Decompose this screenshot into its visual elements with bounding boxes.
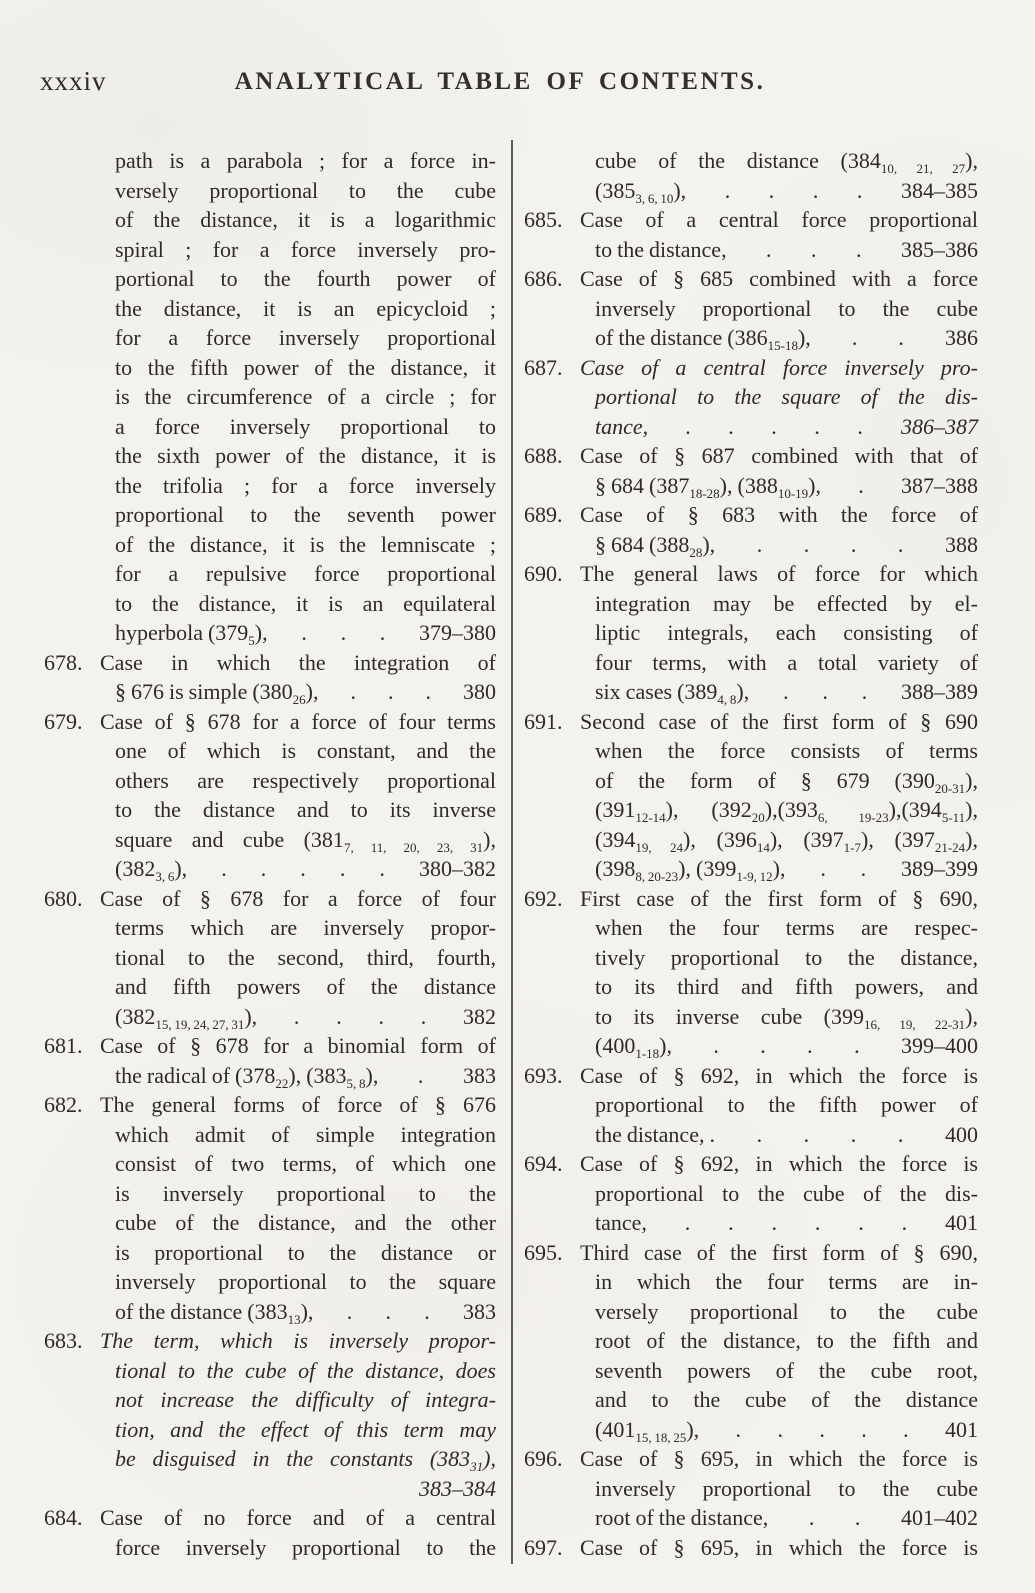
leader-dots: . . . .: [756, 531, 904, 557]
entry-number: 688.: [524, 443, 563, 468]
entry-line: tively proportional to the distance,: [595, 944, 978, 970]
page-ref: 379–380: [419, 620, 496, 645]
toc-entry: [524, 1149, 978, 1238]
entry-line: Case of § 687 combined with that of: [580, 443, 978, 468]
toc-entry: [44, 146, 496, 648]
left-column: [44, 146, 496, 1562]
entry-body: [580, 1061, 978, 1150]
entry-number: 694.: [524, 1151, 563, 1176]
entry-line: Case of § 695, in which the force is: [580, 1446, 978, 1471]
entry-body: [580, 353, 978, 442]
entry-line: versely proportional to the cube: [595, 1298, 978, 1324]
entry-line: when the force consists of terms: [595, 738, 978, 763]
leader-dots: . . .: [301, 620, 386, 645]
entry-number: 689.: [524, 502, 563, 527]
leader-dots: . .: [851, 325, 904, 350]
entry-number: 691.: [524, 708, 563, 734]
leader-dots: . . .: [350, 679, 431, 704]
entry-line: is inversely proportional to the: [115, 1180, 496, 1206]
entry-number: 692.: [524, 885, 563, 911]
entry-number: 690.: [524, 561, 563, 586]
entry-line: versely proportional to the cube: [115, 177, 496, 203]
entry-body: [100, 1090, 496, 1326]
entry-line: of the distance, it is the lemniscate ;: [115, 531, 496, 557]
entry-line: the trifolia ; for a force inversely: [115, 472, 496, 498]
entry-line: § 676 is simple $(380_{26})$, . . . 380: [115, 679, 496, 707]
page-ref: 383: [463, 1298, 496, 1324]
page-ref: 387–388: [901, 472, 978, 498]
entry-body: [580, 707, 978, 884]
entry-line: The general forms of force of § 676: [100, 1092, 496, 1117]
entry-line: Case of no force and of a central: [100, 1505, 496, 1530]
entry-body: [580, 205, 978, 264]
entry-body: [580, 1444, 978, 1533]
entry-line: force inversely proportional to the: [115, 1534, 496, 1560]
entry-number: 685.: [524, 207, 563, 232]
entry-line: The general laws of force for which: [580, 561, 978, 586]
entry-line: $(382_{15, 19, 24, 27, 31})$, . . . . 382: [115, 1003, 496, 1032]
page-ref: 383: [463, 1062, 496, 1088]
entry-line: to the fifth power of the distance, it: [115, 354, 496, 380]
entry-number: 681.: [44, 1033, 83, 1058]
entry-line: First case of the first form of § 690,: [580, 885, 978, 911]
entry-body: [100, 648, 496, 707]
leader-dots: . . . .: [713, 1033, 860, 1058]
page-ref: 380–382: [419, 856, 496, 881]
page-ref: 383–384: [419, 1475, 496, 1501]
entry-line: of the distance $(386_{15-18})$, . . 386: [595, 325, 978, 353]
entry-line: § 684 $(387_{18-28})$, $(388_{10-19})$, . 387–388: [595, 472, 978, 501]
entry-line: integration may be effected by el-: [595, 590, 978, 616]
entry-line: of the distance, it is a logarithmic: [115, 207, 496, 232]
entry-number: 680.: [44, 885, 83, 911]
entry-number: 693.: [524, 1062, 563, 1088]
page-ref: 399–400: [901, 1033, 978, 1058]
leader-dots: . . . .: [724, 177, 863, 203]
page-ref: 384–385: [901, 177, 978, 203]
entry-body: [580, 1533, 978, 1563]
right-column: [524, 146, 978, 1562]
entry-body: [100, 707, 496, 884]
entry-line: cube of the distance, and the other: [115, 1210, 496, 1235]
entry-number: 687.: [524, 354, 563, 380]
entry-line: inversely proportional to the cube: [595, 295, 978, 321]
entry-line: of the distance $(383_{13})$, . . . 383: [115, 1298, 496, 1327]
entry-line: one of which is constant, and the: [115, 738, 496, 763]
entry-line: is proportional to the distance or: [115, 1239, 496, 1265]
toc-entry: [524, 1533, 978, 1563]
leader-dots: . . .: [766, 236, 862, 262]
entry-number: 696.: [524, 1446, 563, 1471]
entry-number: 678.: [44, 649, 83, 675]
entry-number: 695.: [524, 1239, 563, 1265]
entry-body: [580, 559, 978, 707]
toc-entry: [44, 1326, 496, 1503]
entry-body: [100, 1031, 496, 1090]
entry-line: square and cube $(381_{7, 11, 20, 23, 31})$,: [115, 826, 496, 855]
toc-entry: [44, 707, 496, 884]
entry-line: Case of a central force inversely pro-: [580, 354, 978, 380]
entry-line: tional to the second, third, fourth,: [115, 944, 496, 970]
page-ref: 382: [463, 1003, 496, 1029]
page-ref: 400: [945, 1121, 978, 1147]
entry-body: [580, 884, 978, 1061]
entry-number: 686.: [524, 266, 563, 291]
leader-dots: . .: [820, 856, 867, 881]
entry-line: Case of § 695, in which the force is: [580, 1534, 978, 1560]
entry-line: in which the four terms are in-: [595, 1269, 978, 1294]
entry-line: to the distance and to its inverse: [115, 797, 496, 822]
toc-entry: [524, 1444, 978, 1533]
entry-line: Case of § 692, in which the force is: [580, 1062, 978, 1088]
entry-line: Case in which the integration of: [100, 649, 496, 675]
entry-line: is the circumference of a circle ; for: [115, 384, 496, 409]
leader-dots: . . .: [346, 1298, 430, 1324]
entry-body: [580, 146, 978, 205]
column-divider-rule: [511, 140, 513, 1564]
entry-line: The term, which is inversely propor-: [100, 1328, 496, 1353]
leader-dots: . . . . .: [735, 1416, 909, 1442]
entry-line: be disguised in the constants $(383_{31})$,: [115, 1446, 496, 1474]
leader-dots: . . .: [783, 679, 868, 704]
toc-entry: [44, 1031, 496, 1090]
entry-line: $(398_{8, 20-23})$, $(399_{1-9, 12})$, . . 389–399: [595, 856, 978, 884]
entry-line: for a force inversely proportional: [115, 325, 496, 350]
toc-entry: [524, 205, 978, 264]
toc-entry: [44, 648, 496, 707]
entry-line: tion, and the effect of this term may: [115, 1416, 496, 1442]
entry-line: Third case of the first form of § 690,: [580, 1239, 978, 1265]
toc-entry: [524, 1238, 978, 1445]
toc-entry: [524, 500, 978, 559]
entry-body: [580, 264, 978, 353]
entry-line: the distance, it is an epicycloid ;: [115, 295, 496, 321]
entry-line: inversely proportional to the cube: [595, 1475, 978, 1501]
entry-line: portional to the fourth power of: [115, 266, 496, 291]
entry-line: to its third and fifth powers, and: [595, 974, 978, 999]
entry-line: when the four terms are respec-: [595, 915, 978, 940]
entry-line: hyperbola $(379_5)$, . . . 379–380: [115, 620, 496, 648]
entry-number: 683.: [44, 1328, 83, 1353]
entry-number: 697.: [524, 1534, 563, 1560]
toc-entry: [524, 1061, 978, 1150]
entry-line: $(385_{3, 6, 10})$, . . . . 384–385: [595, 177, 978, 206]
entry-body: [100, 1326, 496, 1503]
page-ref: 389–399: [901, 856, 978, 881]
entry-line: root of the distance, to the fifth and: [595, 1328, 978, 1353]
entry-body: [100, 146, 496, 648]
page-number-folio: xxxiv: [40, 66, 107, 96]
entry-line: tance, . . . . . 386–387: [595, 412, 978, 442]
entry-line: spiral ; for a force inversely pro-: [115, 236, 496, 262]
entry-line: portional to the square of the dis-: [595, 384, 978, 409]
leader-dots: .: [417, 1062, 424, 1088]
leader-dots: .: [858, 472, 864, 498]
toc-entry: [524, 353, 978, 442]
page-title: ANALYTICAL TABLE OF CONTENTS.: [234, 68, 766, 95]
toc-entry: [524, 884, 978, 1061]
entry-line: cube of the distance $(384_{10, 21, 27})$,: [595, 148, 978, 176]
entry-line: Case of § 678 for a binomial form of: [100, 1033, 496, 1058]
entry-line: which admit of simple integration: [115, 1121, 496, 1147]
page-ref: 388–389: [901, 679, 978, 704]
entry-line: root of the distance, . . 401–402: [595, 1503, 978, 1533]
toc-entry: [44, 884, 496, 1032]
page-ref: 386–387: [901, 413, 978, 439]
page-ref: 401: [945, 1416, 978, 1442]
entry-line: terms which are inversely propor-: [115, 915, 496, 940]
leader-dots: . . . . . .: [684, 1210, 908, 1235]
entry-line: seventh powers of the cube root,: [595, 1357, 978, 1383]
page-ref: 380: [463, 679, 496, 704]
entry-line: of the form of § 679 $(390_{20-31})$,: [595, 767, 978, 796]
entry-number: 684.: [44, 1505, 83, 1530]
entry-line: Case of § 685 combined with a force: [580, 266, 978, 291]
entry-line: $(382_{3, 6})$, . . . . . 380–382: [115, 856, 496, 884]
entry-line: $(401_{15, 18, 25})$, . . . . . 401: [595, 1416, 978, 1445]
entry-line: consist of two terms, of which one: [115, 1151, 496, 1176]
entry-line: proportional to the seventh power: [115, 502, 496, 527]
leader-dots: . . . .: [293, 1003, 427, 1029]
entry-number: 682.: [44, 1092, 83, 1117]
entry-line: the sixth power of the distance, it is: [115, 443, 496, 468]
entry-body: [580, 500, 978, 559]
entry-line: to the distance, . . . 385–386: [595, 235, 978, 265]
entry-line: proportional to the fifth power of: [595, 1092, 978, 1117]
entry-line: Case of § 678 for a force of four: [100, 885, 496, 911]
entry-line: path is a parabola ; for a force in-: [115, 148, 496, 173]
entry-line: the distance, . . . . . 400: [595, 1120, 978, 1150]
page-ref: 386: [945, 325, 978, 350]
toc-entry: [524, 707, 978, 884]
toc-entry: [44, 1503, 496, 1562]
entry-line: others are respectively proportional: [115, 767, 496, 793]
entry-line: $(394_{19, 24})$, $(396_{14})$, $(397_{1-7})$, $(397_{21-24})$,: [595, 826, 978, 855]
toc-entry: [524, 146, 978, 205]
entry-body: [100, 884, 496, 1032]
entry-body: [100, 1503, 496, 1562]
entry-line: Case of § 692, in which the force is: [580, 1151, 978, 1176]
page-ref: 401–402: [901, 1505, 978, 1530]
toc-entry: [524, 441, 978, 500]
entry-line: and to the cube of the distance: [595, 1387, 978, 1412]
toc-entry: [524, 559, 978, 707]
entry-line: § 684 $(388_{28})$, . . . . 388: [595, 531, 978, 560]
entry-line: not increase the difficulty of integra-: [115, 1387, 496, 1412]
entry-line: the radical of $(378_{22})$, $(383_{5, 8})$, . 383: [115, 1062, 496, 1091]
entry-line: a force inversely proportional to: [115, 413, 496, 439]
entry-line: and fifth powers of the distance: [115, 974, 496, 999]
entry-line: six cases $(389_{4, 8})$, . . . 388–389: [595, 679, 978, 707]
entry-line: $(391_{12-14})$, $(392_{20}),(393_{6, 19-23}),(394_{5-11})$,: [595, 797, 978, 825]
entry-line: tance, . . . . . . 401: [595, 1208, 978, 1238]
leader-dots: . . . . .: [685, 413, 864, 439]
leader-dots: . . . .: [756, 1121, 904, 1147]
entry-line: $(400_{1-18})$, . . . . 399–400: [595, 1033, 978, 1061]
entry-line: for a repulsive force proportional: [115, 561, 496, 586]
entry-line: tional to the cube of the distance, does: [115, 1357, 496, 1383]
page-ref: 388: [945, 531, 978, 557]
entry-line: inversely proportional to the square: [115, 1269, 496, 1294]
entry-line: Case of § 683 with the force of: [580, 502, 978, 527]
entry-line: Case of § 678 for a force of four terms: [100, 708, 496, 734]
entry-line: liptic integrals, each consisting of: [595, 620, 978, 645]
entry-number: 679.: [44, 708, 83, 734]
entry-body: [580, 1238, 978, 1445]
entry-body: [580, 1149, 978, 1238]
leader-dots: . . . . .: [221, 856, 385, 881]
toc-entry: [524, 264, 978, 353]
entry-body: [580, 441, 978, 500]
page-ref: 385–386: [901, 236, 978, 262]
toc-entry: [44, 1090, 496, 1326]
entry-line: Second case of the first form of § 690: [580, 708, 978, 734]
entry-line: to the distance, it is an equilateral: [115, 590, 496, 616]
entry-line: Case of a central force proportional: [580, 207, 978, 232]
entry-line: to its inverse cube $(399_{16, 19, 22-31})$,: [595, 1003, 978, 1032]
page-ref: 401: [945, 1210, 978, 1235]
entry-line: proportional to the cube of the dis-: [595, 1180, 978, 1206]
entry-line: four terms, with a total variety of: [595, 649, 978, 675]
leader-dots: . .: [808, 1505, 861, 1530]
entry-line: [115, 1474, 496, 1504]
